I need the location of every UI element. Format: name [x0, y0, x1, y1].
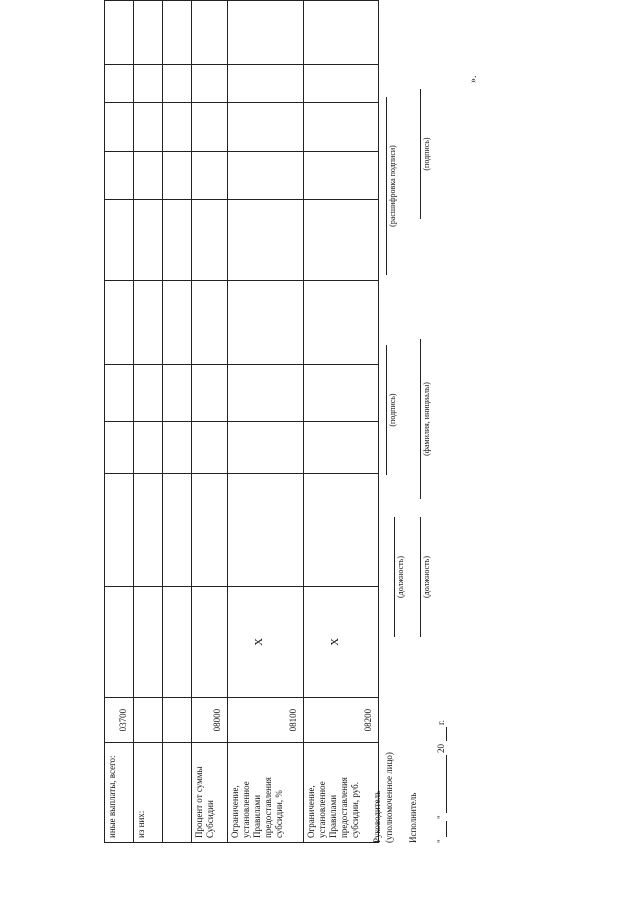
table-row: [228, 1, 304, 843]
table-cell: [192, 473, 228, 586]
table-cell: [192, 152, 228, 199]
executor-signature-caption: (подпись): [422, 137, 431, 171]
table-cell: [228, 65, 304, 103]
row-code: [163, 698, 192, 743]
executor-position-line: [420, 517, 421, 637]
row-code: 03700: [105, 698, 134, 743]
table-cell: [192, 280, 228, 365]
table-cell: [192, 1, 228, 65]
date-month-line: [446, 755, 447, 813]
row-code: 08000: [192, 698, 228, 743]
row-mark: [192, 586, 228, 697]
table-cell: [228, 365, 304, 422]
closing-mark: ».: [468, 75, 479, 83]
row-label: из них:: [134, 743, 163, 843]
table-cell: [192, 103, 228, 152]
date-quote-open: ": [436, 839, 446, 843]
row-mark: Х: [228, 586, 304, 697]
table-row: [134, 1, 163, 843]
row-code: [134, 698, 163, 743]
table-cell: [228, 152, 304, 199]
executor-name-caption: (фамилия, инициалы): [422, 382, 431, 456]
table-cell: [192, 65, 228, 103]
table-cell: [304, 365, 379, 422]
head-signature-line: [386, 345, 387, 475]
date-year-suffix: г.: [436, 720, 446, 725]
table-cell: [192, 365, 228, 422]
table-cell: [304, 473, 379, 586]
table-cell: [304, 421, 379, 473]
table-row: [304, 1, 379, 843]
table-cell: [105, 365, 134, 422]
table-cell: [134, 421, 163, 473]
head-position-caption: (должность): [396, 556, 405, 598]
row-mark: Х: [304, 586, 379, 697]
row-label: Процент от суммы Субсидии: [192, 743, 228, 843]
executor-position-caption: (должность): [422, 556, 431, 598]
date-year-line: [446, 727, 447, 741]
table-cell: [134, 1, 163, 65]
table-cell: [304, 65, 379, 103]
table-cell: [163, 473, 192, 586]
table-cell: [134, 473, 163, 586]
table-cell: [105, 103, 134, 152]
row-mark: [105, 586, 134, 697]
table-cell: [163, 103, 192, 152]
table-cell: [163, 1, 192, 65]
head-sublabel: (уполномоченное лицо): [384, 752, 394, 843]
table-cell: [228, 473, 304, 586]
table-row: [105, 1, 134, 843]
row-mark: [163, 586, 192, 697]
table-cell: [105, 421, 134, 473]
table-row: [192, 1, 228, 843]
row-label: Ограничение, установленное Правилами предоставления субсидии, руб.: [304, 743, 379, 843]
head-position-line: [394, 517, 395, 637]
table-row: [163, 1, 192, 843]
table-cell: [134, 199, 163, 280]
row-label: иные выплаты, всего:: [105, 743, 134, 843]
executor-label: Исполнитель: [408, 792, 418, 843]
executor-signature-line: [420, 89, 421, 219]
head-decoding-line: [386, 97, 387, 275]
table-cell: [134, 65, 163, 103]
table-cell: [304, 103, 379, 152]
table-cell: [304, 280, 379, 365]
table-cell: [304, 199, 379, 280]
table-cell: [134, 152, 163, 199]
table-cell: [163, 152, 192, 199]
table-cell: [105, 1, 134, 65]
head-signature-caption: (подпись): [388, 393, 397, 427]
table-cell: [163, 280, 192, 365]
table-cell: [105, 199, 134, 280]
row-label: [163, 743, 192, 843]
executor-name-line: [420, 339, 421, 499]
date-quote-close: ": [436, 815, 446, 819]
row-code: 08100: [228, 698, 304, 743]
table-cell: [228, 421, 304, 473]
table-cell: [105, 65, 134, 103]
table-cell: [192, 199, 228, 280]
date-year-prefix: 20: [436, 744, 446, 753]
table-cell: [163, 421, 192, 473]
table-cell: [105, 152, 134, 199]
table-cell: [134, 365, 163, 422]
row-mark: [134, 586, 163, 697]
head-decoding-caption: (расшифровка подписи): [388, 145, 397, 227]
table-cell: [228, 199, 304, 280]
table-cell: [105, 473, 134, 586]
table-cell: [192, 421, 228, 473]
row-code: 08200: [304, 698, 379, 743]
table-cell: [105, 280, 134, 365]
date-day-line: [446, 821, 447, 837]
table-cell: [304, 152, 379, 199]
table-cell: [228, 280, 304, 365]
table-cell: [163, 65, 192, 103]
table-cell: [228, 103, 304, 152]
row-label: Ограничение, установленное Правилами предоставления субсидии, %: [228, 743, 304, 843]
table-cell: [228, 1, 304, 65]
table-cell: [134, 280, 163, 365]
table-cell: [163, 365, 192, 422]
table-cell: [304, 1, 379, 65]
table-cell: [134, 103, 163, 152]
report-table: [104, 0, 379, 843]
table-cell: [163, 199, 192, 280]
head-label: Руководитель: [372, 790, 382, 843]
